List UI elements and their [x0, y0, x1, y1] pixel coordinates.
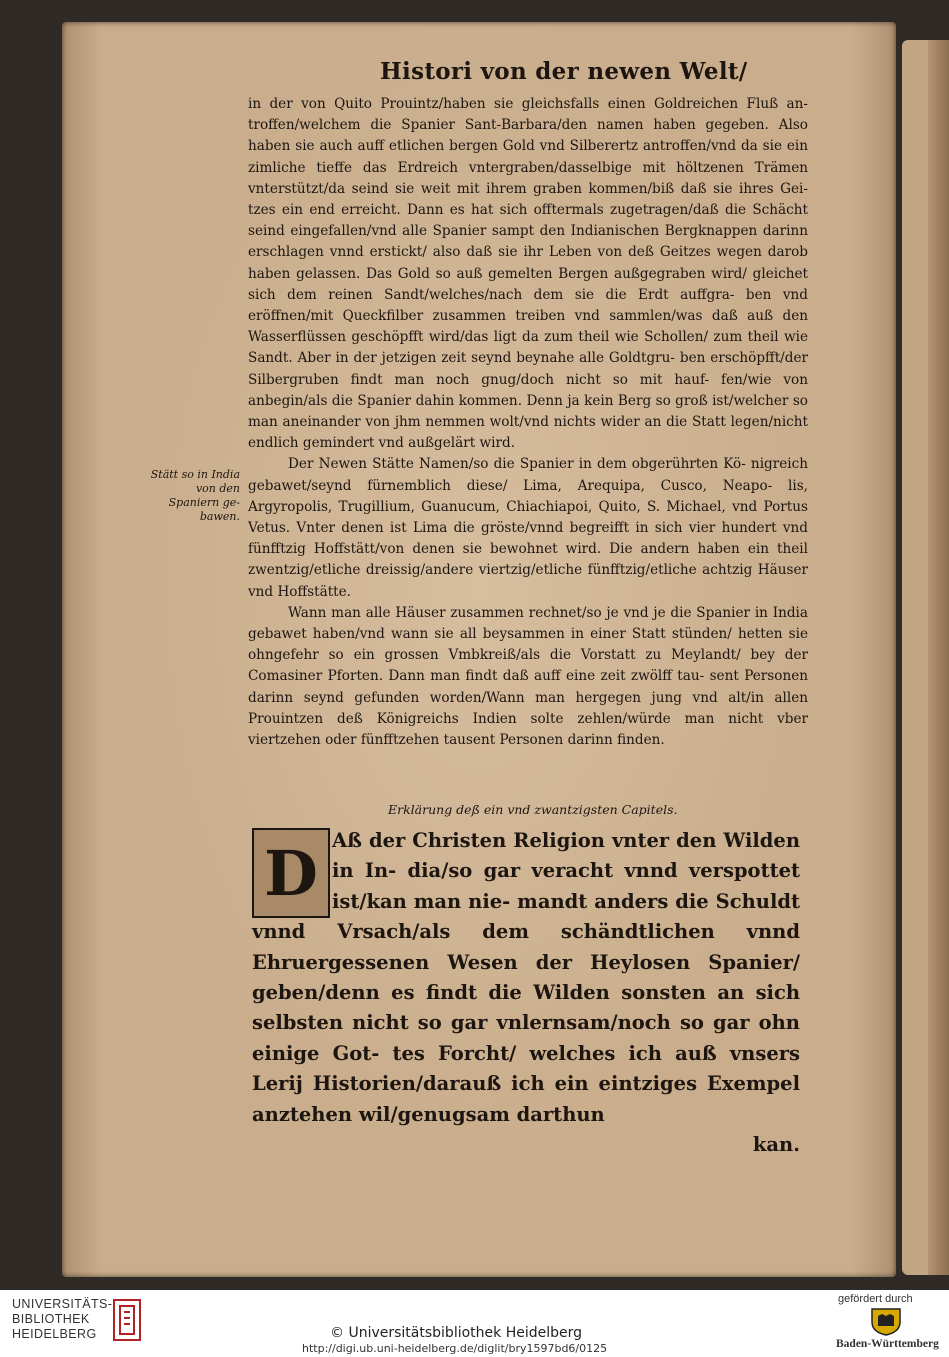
library-name[interactable] [12, 1297, 112, 1342]
main-text [248, 94, 808, 751]
paragraph-3: Wann man alle Häuser zusammen rechnet/so je vnd je die Spanier in India gebawet haben/vnd wann sie all beysammen in einer Statt stünden/ hetten sie ohngefehr so ein grossen Vmbkreiß/als die Vorstatt zu Meylandt/ bey der Comasiner Pforten. Dann man findt daß auff eine zeit zwölff tau- sent Personen darinn seynd gefunden worden/Wann man hergegen jung vnd alt/in allen Prouintzen deß Königreichs Indien solte zehlen/würde man nicht vber viertzehen oder fünfftzehen tausent Personen darinn finden. [248, 604, 808, 749]
margin-note: Stätt so in India von den Spaniern ge- bawen. [150, 468, 240, 523]
chapter-last-word: kan. [752, 1133, 800, 1157]
funder-name: Baden-Württemberg [836, 1338, 939, 1350]
copyright-notice: © Universitätsbibliothek Heidelberg [330, 1325, 583, 1341]
funded-by-label: gefördert durch [838, 1293, 913, 1305]
heidelberg-library-logo-icon[interactable] [112, 1296, 142, 1344]
paragraph-1: in der von Quito Prouintz/haben sie gleichsfalls einen Goldreichen Fluß an- troffen/welchem die Spanier Sant-Barbara/den namen haben gegeben. Also haben sie auch auff etlichen bergen Gold vnd Silberertz antroffen/vnd da sie ein zimliche tieffe das Erdreich vntergraben/dasselbige mit höltzenen Trämen vnterstützt/da seind sie weit mit ihrem graben kommen/biß daß sie ihres Gei- tzes ein end erreicht. Dann es hat sich offtermals zugetragen/daß die Schächt seind eingefallen/vnd alle Spanier sampt den Indianischen Bergknappen darinn erschlagen vnnd erstickt/ also daß sie ihr Leben von deß Geitzes wegen darob haben gelassen. Das Gold so auß gemelten Bergen außgegraben wird/ gleichet sich dem reinen Sandt/welches/nach dem sie die Erdt auffgra- ben vnd eröffnen/mit Queckfilber zusammen treiben vnd sammlen/was daß auß den Wasserflüssen geschöpfft wird/das ligt da zum theil wie Schollen/ zum theil wie Sandt. Aber in der jetzigen zeit seynd beynahe alle Goldtgru- ben erschöpfft/der Silbergruben findt man noch gnug/doch nicht so mit hauf- fen/wie von anbegin/als die Spanier dahin kommen. Denn ja kein Berg so groß ist/welcher so man aneinander von jhm nemmen wolt/vnd nichts wider an die Statt legen/nicht endlich gemindert vnd außgelärt wird. [248, 96, 808, 452]
baden-wuerttemberg-crest-icon[interactable] [868, 1306, 904, 1336]
running-title: Histori von der newen Welt/ [380, 58, 748, 85]
chapter-body: Aß der Christen Religion vnter den Wilden in In- dia/so gar veracht vnnd verspottet ist/kan man nie- mandt anders die Schuldt vnnd Vrsach/als dem schändtlichen vnnd Ehruergessenen Wesen der Heylosen Spanier/ geben/denn es findt die Wilden sonsten an sich selbsten nicht so gar vnlernsam/noch so gar ohn einige Got- tes Forcht/ welches ich auß vnsers Lerij Historien/darauß ich ein eintziges Exempel anztehen wil/genugsam darthun [252, 829, 800, 1126]
library-name-line-3: HEIDELBERG [12, 1327, 97, 1341]
library-name-line-1: UNIVERSITÄTS- [12, 1297, 113, 1311]
book-gutter [928, 40, 949, 1275]
paragraph-2: Der Newen Stätte Namen/so die Spanier in dem obgerührten Kö- nigreich gebawet/seynd fürnemblich diese/ Lima, Arequipa, Cusco, Neapo- lis, Argyropolis, Trugillium, Guanucum, Chiachiapoi, Quito, S. Michael, vnd Portus Vetus. Vnter denen ist Lima die gröste/vnnd begreifft in sich vier hundert vnd fünfftzig Hoffstätt/von denen sie bewohnet wird. Die andern haben ein theil zwentzig/etliche dreissig/andere viertzig/etliche fünfftzig/etliche achtzig Häuser vnd Hoffstätte. [248, 456, 808, 600]
permalink[interactable]: http://digi.ub.uni-heidelberg.de/diglit/bry1597bd6/0125 [302, 1342, 608, 1355]
library-name-line-2: BIBLIOTHEK [12, 1312, 90, 1326]
chapter-text [252, 826, 800, 1160]
decorated-initial: D [252, 828, 330, 918]
chapter-heading: Erklärung deß ein vnd zwantzigsten Capitels. [388, 802, 678, 817]
